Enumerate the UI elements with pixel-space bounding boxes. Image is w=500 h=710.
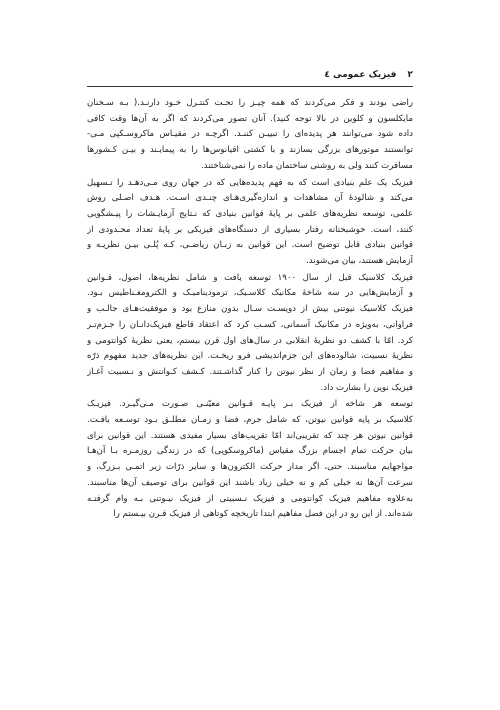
text-line: کلاسیک بر پایه قوانین نیوتن، که شامل جرم، فضا و زمـان مطلـق بـود توسـعه یافـت. [87,415,413,426]
text-line: قوانین بنیادی قابل توضیح است. این قوانین به زبـان ریاضـی، کـه پُلـی بیـن نظریـه و [87,240,413,251]
body-text [87,96,413,524]
text-line: می‌کند و شالودۀ آن مشاهدات و اندازه‌گیری‌هـای چنـدی اسـت. هـدف اصـلی روش [87,193,413,204]
text-line: بیان حرکت تمام اجسام بزرگ مقیاس (ماکروسکوپی) که در زندگی روزمـره بـا آن‌هـا [87,446,413,457]
text-line: آزمایش هستند، بیان می‌شوند. [306,256,413,267]
text-line: به‌علاوه مفاهیم فیزیک کوانتومی و فیزیک نـسبیتی از فیزیک نیـوتنی بـه وام گرفتـه [87,493,413,504]
text-line: فیزیک نوین را بشارت داد. [320,382,413,393]
text-line: و آزمایش‌هایی در سه شاخۀ مکانیک کلاسـیک، ترمودینامیـک و الکترومغـناطیس بـود. [87,288,413,299]
text-line: مسافرت کنند ولی به روشنی ساختمان ماده را نمی‌شناختند. [200,160,413,171]
text-line: فیزیک یک علم بنیادی است که به فهم پدیده‌هایی که در جهان روی مـی‌دهـد را تـسهیل [87,177,413,188]
book-title: فیزیک عمومی ٤ [324,70,397,80]
paragraph [87,271,413,397]
text-line: داده شود می‌توانند هر پدیده‌ای را تبییـن کننـد. اگرچـه در مقیـاس ماکروسـکپی مـی- [87,129,413,140]
text-line: توانستند موتورهای بزرگی بسازند و با کشتی اقیانوس‌ها را به پیمایـند و بیـن کـشورها [87,145,413,156]
text-line: قوانین نیوتن هر چند که تقریبی‌اند امّا تقریب‌های بسیار مفیدی هستند. این قوانین برای [87,430,413,441]
text-line: مایکلسون و کلوین در بالا توجه کنید). آنان تصور می‌کردند که اگر به آن‌ها وقت کافی [87,113,413,124]
text-line: توسعه هر شاخه از فیزیک بـر پایـه قـوانین معیّنـی صـورت مـی‌گیـرد. فیزیـک [87,399,413,410]
text-line: نظریۀ نسبیت، شالوده‌های این جزم‌اندیشی فرو ریخـت. این نظریه‌های جدید مفهوم ذرّه [87,351,413,362]
text-line: سرعت آن‌ها نه خیلی کم و نه خیلی زیاد باشند این قوانین برای توصیف آن‌ها مناسبند. [87,477,413,488]
text-line: راضی بودند و فکر می‌کردند که همه چیـز را تحـت کنتـرل خـود دارنـد.( بـه سـخنان [87,98,413,108]
text-line: کنند، است. خوشبختانه رفتار بسیاری از دستگاه‌های فیزیکی بر پایۀ تعداد محـدودی از [87,224,413,235]
running-header [324,70,413,80]
text-line: علمی، توسعه نظریه‌های علمی بر پایۀ قوانین بنیادی که نـتایج آزمایـشات را پیـشگویی [87,208,413,219]
text-line: و مفاهیم فضا و زمان از نظر نیوتن را کنار گذاشـتند. کـشف کـوانتش و نـسبیت آغـاز [87,366,413,377]
text-line: شده‌اند. از این رو در این فصل مفاهیم ابتدا تاریخچه کوتاهی از فیزیک قـرن بیـستم را [113,509,413,520]
text-line: فراوانی، به‌ویژه در مکانیک آسمانی، کسـب کرد که اعتقاد قاطع فیزیک‌دانـان را جـزم‌تـر [87,319,413,330]
paragraph [87,397,413,523]
text-line: کرد. امّا با کشف دو نظریۀ انقلابی در سال‌های اول قرن بیستم، یعنی نظریۀ کوانتومی و [87,335,413,346]
paragraph [87,176,413,270]
paragraph [87,96,413,175]
page-number: ۲ [407,70,413,80]
text-line: فیزیک کلاسیک قبل از سال ۱۹۰۰ توسعه یافت و شامل نظریه‌ها، اصول، قـوانین [87,272,413,283]
text-line: مواجهایم مناسبند. حتی، اگر مدار حرکت الکترون‌ها و سایر ذرّات زیر اتمـی بـزرگ، و [87,462,413,473]
text-line: فیزیک کلاسیک نیوتنی بیش از دویسـت سـال بدون منازع بود و موفقیت‌هـای جالـب و [87,304,413,315]
header-divider [87,86,413,87]
